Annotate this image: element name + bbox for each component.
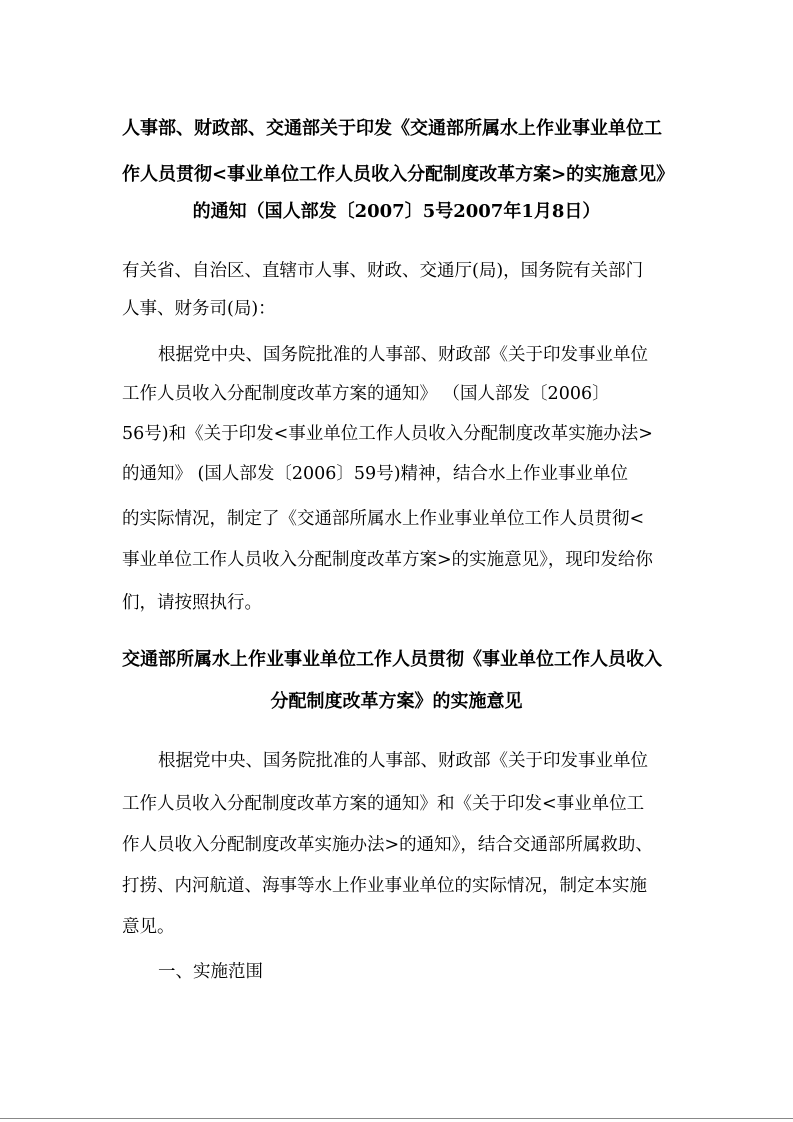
para2-line-5: 意见。 xyxy=(122,917,175,937)
para1-line-2: 工作人员收入分配制度改革方案的通知》 （国人部发〔2006〕 xyxy=(122,384,610,404)
para2-line-1: 根据党中央、国务院批准的人事部、财政部《关于印发事业单位 xyxy=(158,751,648,771)
para1-line-3: 56号)和《关于印发<事业单位工作人员收入分配制度改革实施办法> xyxy=(122,424,653,444)
para2-line-3: 作人员收入分配制度改革实施办法>的通知》，结合交通部所属救助、 xyxy=(122,835,653,855)
para2-line-2: 工作人员收入分配制度改革方案的通知》和《关于印发<事业单位工 xyxy=(122,794,645,814)
title-line-2: 作人员贯彻<事业单位工作人员收入分配制度改革方案>的实施意见》 xyxy=(122,164,675,185)
title-line-3: 的通知（国人部发〔2007〕5号2007年1月8日） xyxy=(192,201,601,222)
para2-line-4: 打捞、内河航道、海事等水上作业事业单位的实际情况，制定本实施 xyxy=(122,876,647,896)
subtitle-line-2: 分配制度改革方案》的实施意见 xyxy=(270,691,523,712)
para1-line-6: 事业单位工作人员收入分配制度改革方案>的实施意见》，现印发给你 xyxy=(122,550,653,570)
title-line-1: 人事部、财政部、交通部关于印发《交通部所属水上作业事业单位工 xyxy=(122,118,662,139)
para1-line-5: 的实际情况，制定了《交通部所属水上作业事业单位工作人员贯彻< xyxy=(122,509,645,529)
para1-line-1: 根据党中央、国务院批准的人事部、财政部《关于印发事业单位 xyxy=(158,345,648,365)
para1-line-7: 们，请按照执行。 xyxy=(122,593,262,613)
page-bottom-rule xyxy=(0,1118,793,1119)
para1-line-4: 的通知》 (国人部发〔2006〕59号)精神，结合水上作业事业单位 xyxy=(122,464,629,484)
salutation-line-1: 有关省、自治区、直辖市人事、财政、交通厅(局)，国务院有关部门 xyxy=(122,261,644,281)
section-heading-1: 一、实施范围 xyxy=(158,962,263,982)
salutation-line-2: 人事、财务司(局)： xyxy=(122,299,276,319)
subtitle-line-1: 交通部所属水上作业事业单位工作人员贯彻《事业单位工作人员收入 xyxy=(122,649,662,670)
